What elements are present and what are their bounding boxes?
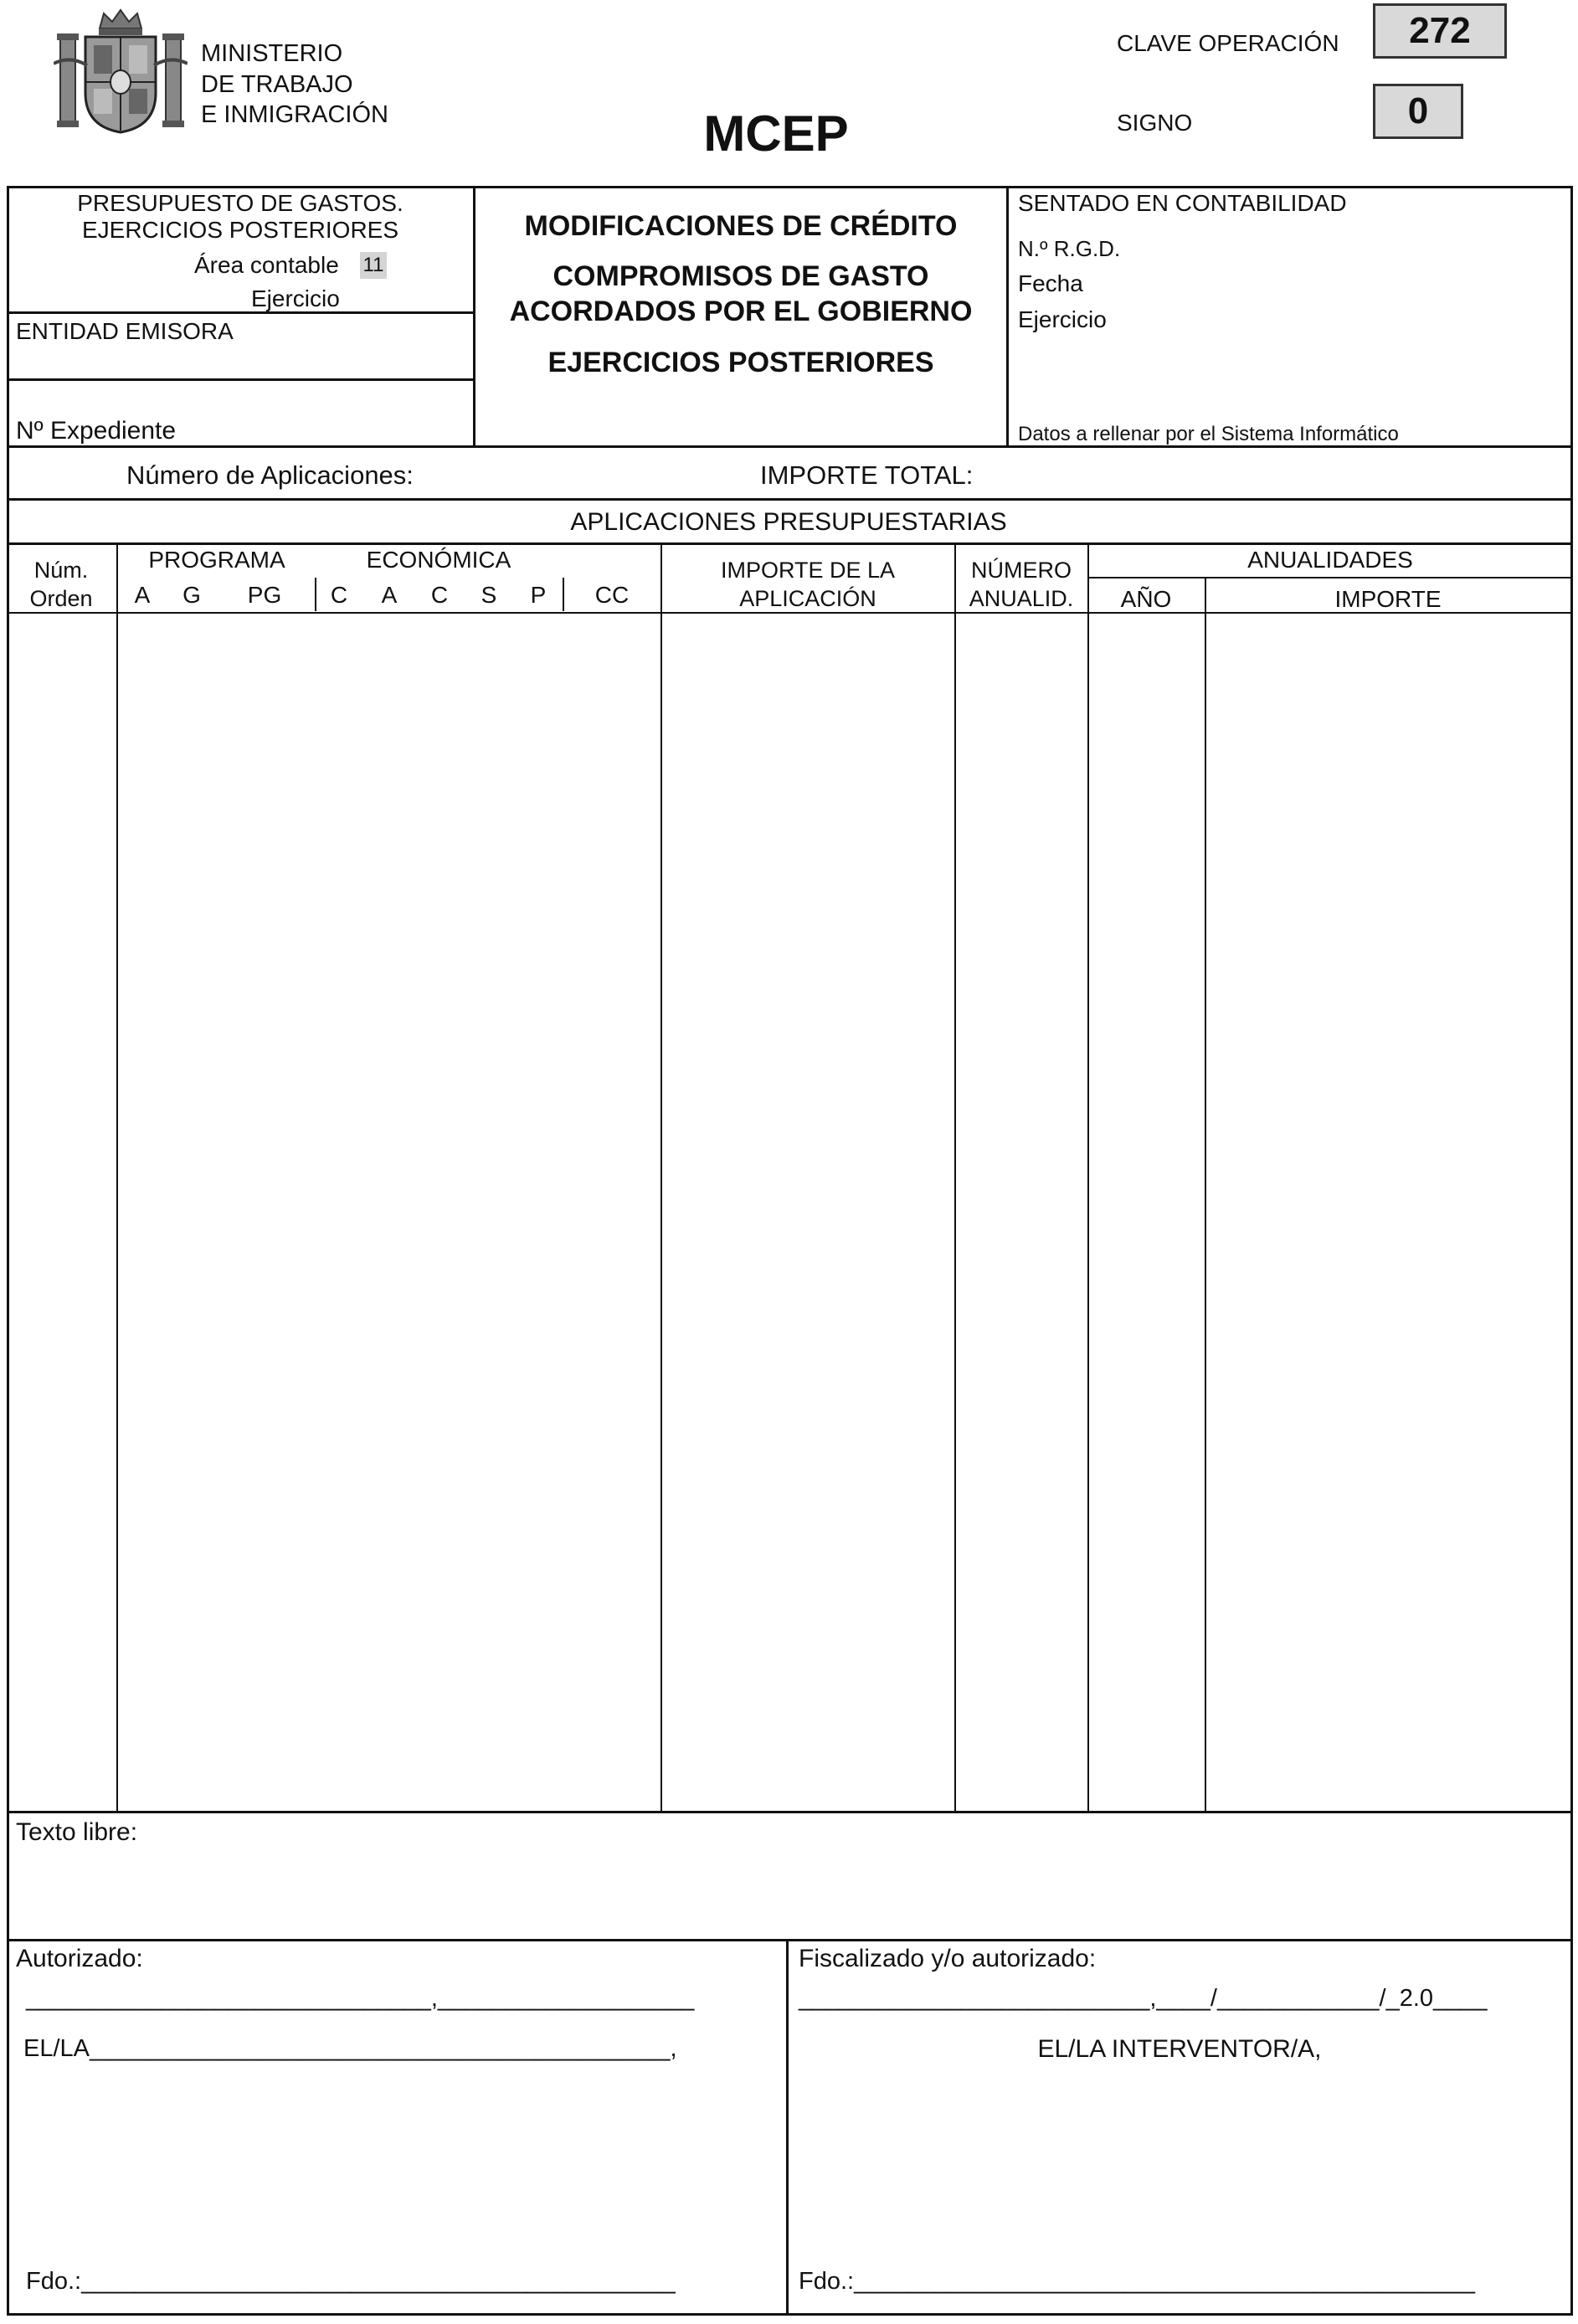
col-importe-line2: APLICACIÓN xyxy=(739,586,876,611)
ejercicio-right-label: Ejercicio xyxy=(1018,306,1107,332)
num-aplicaciones-input[interactable] xyxy=(435,459,720,491)
sentado-label: SENTADO EN CONTABILIDAD xyxy=(1018,190,1347,216)
importe-total-input[interactable] xyxy=(988,459,1557,491)
title-line2: COMPROMISOS DE GASTO xyxy=(553,260,929,292)
col-importe-line1: IMPORTE DE LA xyxy=(720,558,896,583)
fecha-label: Fecha xyxy=(1018,270,1083,296)
sub-col-a: A xyxy=(134,582,151,608)
clave-operacion-label: CLAVE OPERACIÓN xyxy=(1117,30,1339,56)
importe-total-label: IMPORTE TOTAL: xyxy=(760,460,974,490)
sub-col-g: G xyxy=(182,582,201,608)
table-body[interactable] xyxy=(9,614,1570,1811)
fiscalizado-date-line[interactable]: __________________________,____/____________/_2.0____ xyxy=(799,1985,1488,2012)
expediente-input[interactable] xyxy=(193,416,465,445)
autorizado-name-line[interactable]: EL/LA___________________________________________, xyxy=(23,2035,677,2062)
table-title: APLICACIONES PRESUPUESTARIAS xyxy=(570,508,1007,536)
title-line1: MODIFICACIONES DE CRÉDITO xyxy=(524,210,958,242)
area-contable-label: Área contable xyxy=(194,252,339,278)
autorizado-label: Autorizado: xyxy=(16,1945,143,1972)
col-num-line1: Núm. xyxy=(33,558,89,583)
ministry-line: DE TRABAJO xyxy=(201,71,353,98)
autorizado-signature-line[interactable]: Fdo.:____________________________________________ xyxy=(26,2268,676,2295)
expediente-label: Nº Expediente xyxy=(16,417,177,445)
fiscalizado-label: Fiscalizado y/o autorizado: xyxy=(799,1945,1097,1972)
sub-col-pg: PG xyxy=(247,582,282,608)
autorizado-date-line[interactable]: ______________________________,___________________ xyxy=(26,1985,695,2012)
sub-col-s: S xyxy=(481,582,497,608)
ministry-line: MINISTERIO xyxy=(201,40,343,67)
sub-col-p: P xyxy=(530,582,547,608)
col-numero-line2: ANUALID. xyxy=(969,586,1074,611)
budget-title-line2: EJERCICIOS POSTERIORES xyxy=(81,217,399,243)
ejercicio-label: Ejercicio xyxy=(251,285,340,311)
col-ano: AÑO xyxy=(1120,586,1172,612)
sub-col-c2: C xyxy=(430,582,449,608)
signo-label: SIGNO xyxy=(1117,110,1193,136)
sistema-note: Datos a rellenar por el Sistema Informático xyxy=(1018,423,1399,445)
num-aplicaciones-label: Número de Aplicaciones: xyxy=(126,460,414,490)
col-economica: ECONÓMICA xyxy=(366,547,511,573)
col-importe-anual: IMPORTE xyxy=(1334,586,1442,612)
coat-of-arms-logo xyxy=(54,5,188,136)
texto-libre-input[interactable] xyxy=(17,1852,1561,1932)
entidad-emisora-label: ENTIDAD EMISORA xyxy=(16,318,234,344)
sub-col-c: C xyxy=(330,582,348,608)
col-programa: PROGRAMA xyxy=(148,547,285,573)
title-line3: ACORDADOS POR EL GOBIERNO xyxy=(509,296,973,327)
sub-col-cc: CC xyxy=(594,582,630,608)
rgd-label: N.º R.G.D. xyxy=(1018,236,1121,261)
form-code: MCEP xyxy=(703,105,849,162)
clave-operacion-value: 272 xyxy=(1373,3,1507,59)
sub-col-a2: A xyxy=(381,582,398,608)
signo-value: 0 xyxy=(1373,84,1463,139)
texto-libre-label: Texto libre: xyxy=(16,1818,138,1846)
ministry-line: E INMIGRACIÓN xyxy=(201,101,388,128)
entidad-emisora-input[interactable] xyxy=(251,320,465,347)
fiscalizado-signature-line[interactable]: Fdo.:______________________________________________ xyxy=(799,2268,1475,2295)
budget-title-line1: PRESUPUESTO DE GASTOS. xyxy=(77,190,403,216)
area-contable-value: 11 xyxy=(360,252,387,279)
col-anualidades: ANUALIDADES xyxy=(1247,547,1413,573)
title-line4: EJERCICIOS POSTERIORES xyxy=(547,347,934,378)
col-num-line2: Orden xyxy=(29,586,93,611)
interventor-label: EL/LA INTERVENTOR/A, xyxy=(1037,2035,1322,2063)
col-numero-line1: NÚMERO xyxy=(971,558,1072,583)
